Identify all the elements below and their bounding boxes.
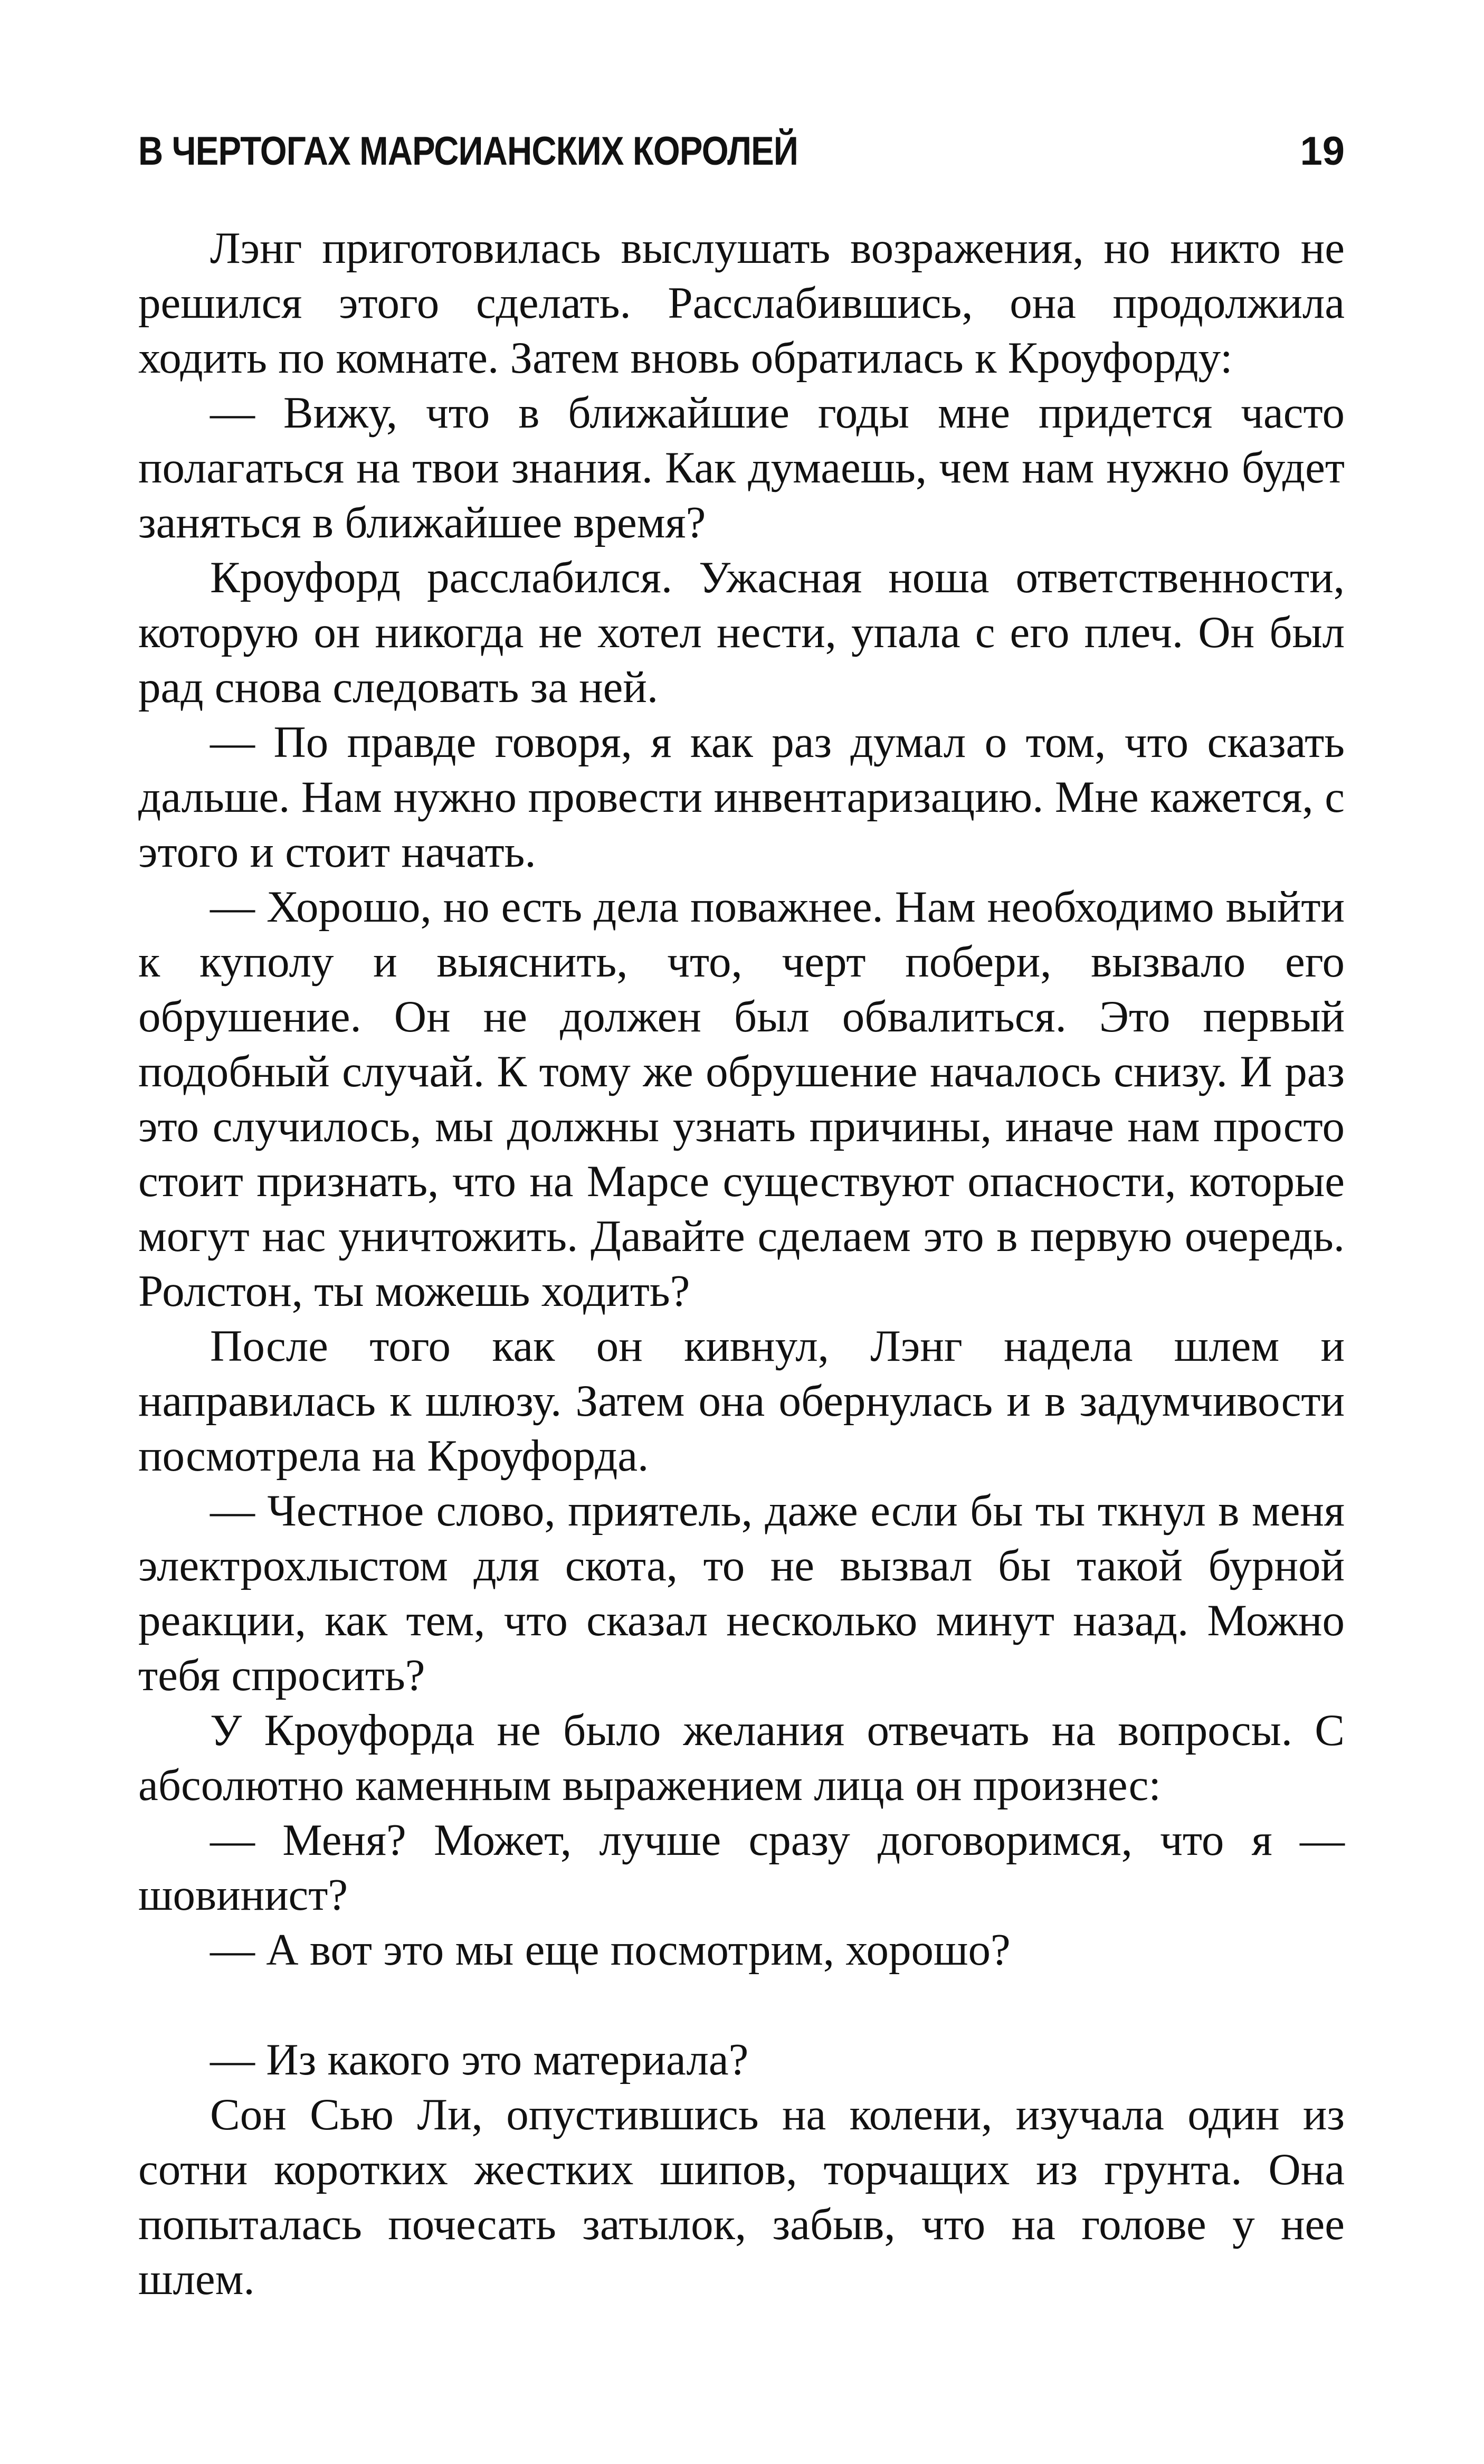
body-text: [138, 221, 1345, 2307]
paragraph: Сон Сью Ли, опустившись на колени, изучала один из сотни коротких жестких шипов, торчащих из грунта. Она попыталась почесать затылок, забыв, что на голове у нее шлем.: [138, 2090, 1345, 2304]
paragraph: После того как он кивнул, Лэнг надела шлем и направилась к шлюзу. Затем она обернулась и в задумчивости посмотрела на Кроуфорда.: [138, 1321, 1345, 1481]
paragraph: — Из какого это материала?: [210, 2035, 749, 2084]
paragraph: — Хорошо, но есть дела поважнее. Нам необходимо выйти к куполу и выяснить, что, черт побери, вызвало его обрушение. Он не должен был обвалиться. Это первый подобный случай. К тому же обрушение началось снизу. И раз это случилось, мы должны узнать причины, иначе нам просто стоит признать, что на Марсе существуют опасности, которые могут нас уничтожить. Давайте сделаем это в первую очередь. Ролстон, ты можешь ходить?: [138, 882, 1345, 1316]
paragraph: — Вижу, что в ближайшие годы мне придется часто полагаться на твои знания. Как думаешь, чем нам нужно будет заняться в ближайшее время?: [138, 388, 1345, 547]
paragraph: — По правде говоря, я как раз думал о том, что сказать дальше. Нам нужно провести инвентаризацию. Мне кажется, с этого и стоит начать.: [138, 717, 1345, 877]
paragraph: У Кроуфорда не было желания отвечать на вопросы. С абсолютно каменным выражением лица он произнес:: [138, 1705, 1345, 1810]
paragraph: Лэнг приготовилась выслушать возражения, но никто не решился этого сделать. Расслабившись, она продолжила ходить по комнате. Затем вновь обратилась к Кроуфорду:: [138, 223, 1345, 383]
paragraph: — А вот это мы еще посмотрим, хорошо?: [210, 1925, 1011, 1975]
page-number: 19: [1300, 129, 1345, 174]
paragraph: Кроуфорд расслабился. Ужасная ноша ответственности, которую он никогда не хотел нести, упала с его плеч. Он был рад снова следовать за ней.: [138, 553, 1345, 712]
running-title: В ЧЕРТОГАХ МАРСИАНСКИХ КОРОЛЕЙ: [138, 129, 798, 174]
paragraph: — Честное слово, приятель, даже если бы ты ткнул в меня электрохлыстом для скота, то не вызвал бы такой бурной реакции, как тем, что сказал несколько минут назад. Можно тебя спросить?: [138, 1486, 1345, 1700]
running-head: [138, 122, 1345, 181]
paragraph: — Меня? Может, лучше сразу договоримся, что я — шовинист?: [138, 1815, 1345, 1920]
